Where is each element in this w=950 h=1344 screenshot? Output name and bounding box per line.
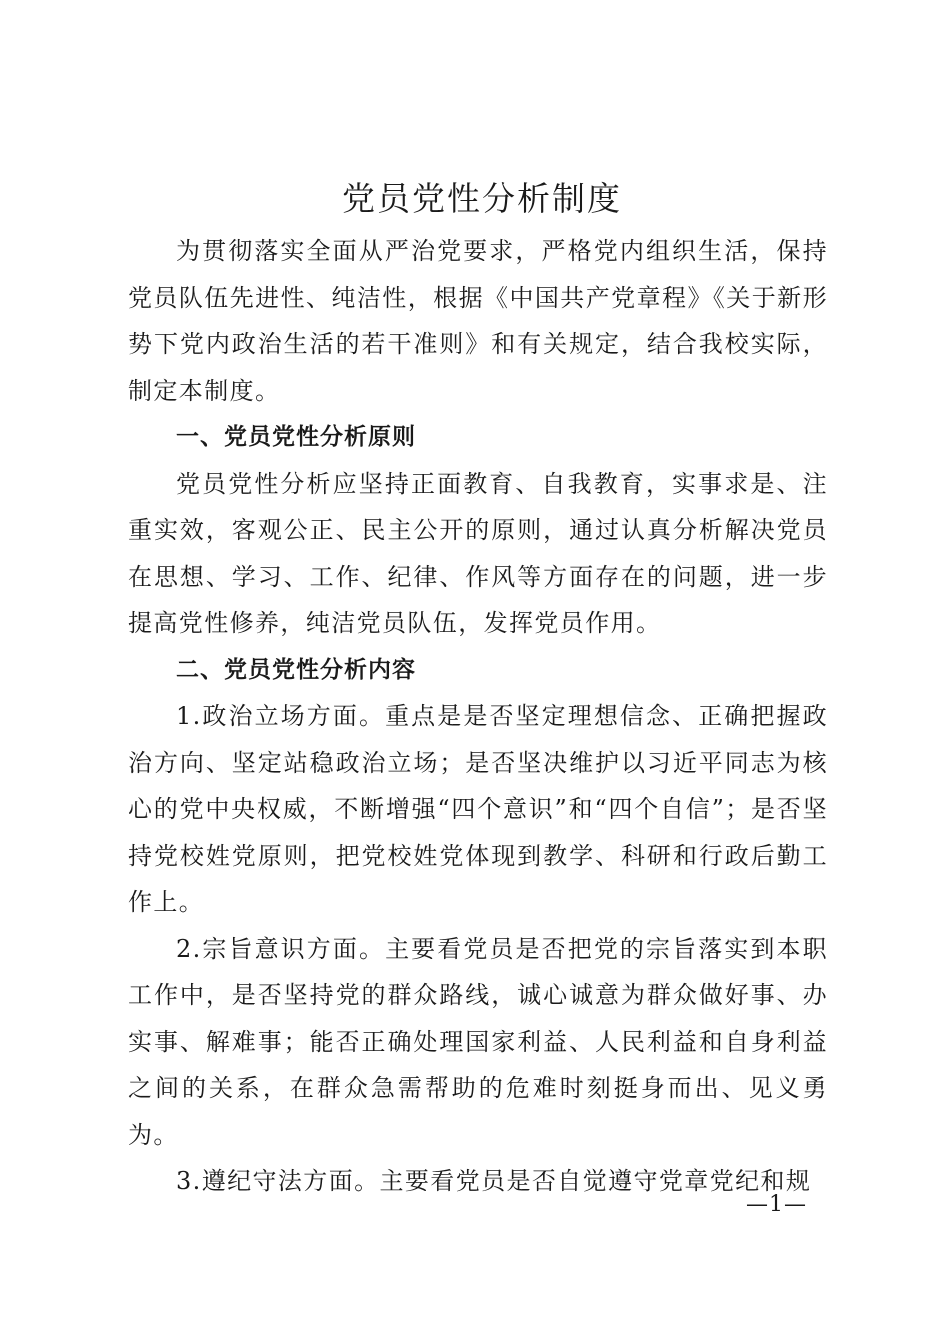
content-item-political-stance: 1.政治立场方面。重点是是否坚定理想信念、正确把握政治方向、坚定站稳政治立场；是否坚决维护以习近平同志为核心的党中央权威，不断增强“四个意识”和“四个自信”；是否坚持党校姓党原则，把党校姓党体现到教学、科研和行政后勤工作上。: [128, 702, 828, 916]
principles-paragraph: 党员党性分析应坚持正面教育、自我教育，实事求是、注重实效，客观公正、民主公开的原则，通过认真分析解决党员在思想、学习、工作、纪律、作风等方面存在的问题，进一步提高党性修养，纯洁党员队伍，发挥党员作用。: [128, 469, 828, 637]
page-number: —1—: [746, 1192, 807, 1217]
section-heading-content: 二、党员党性分析内容: [176, 656, 416, 683]
document-title: 党员党性分析制度: [342, 179, 622, 218]
content-item-discipline-law: 3.遵纪守法方面。主要看党员是否自觉遵守党章党纪和规: [176, 1167, 812, 1195]
section-heading-principles: 一、党员党性分析原则: [176, 424, 416, 450]
intro-paragraph: 为贯彻落实全面从严治党要求，严格党内组织生活，保持党员队伍先进性、纯洁性，根据《中国共产党章程》《关于新形势下党内政治生活的若干准则》和有关规定，结合我校实际，制定本制度。: [128, 237, 828, 405]
content-item-purpose-awareness: 2.宗旨意识方面。主要看党员是否把党的宗旨落实到本职工作中，是否坚持党的群众路线，诚心诚意为群众做好事、办实事、解难事；能否正确处理国家利益、人民利益和自身利益之间的关系，在群众急需帮助的危难时刻挺身而出、见义勇为。: [128, 934, 828, 1149]
document-body: [128, 170, 828, 1205]
